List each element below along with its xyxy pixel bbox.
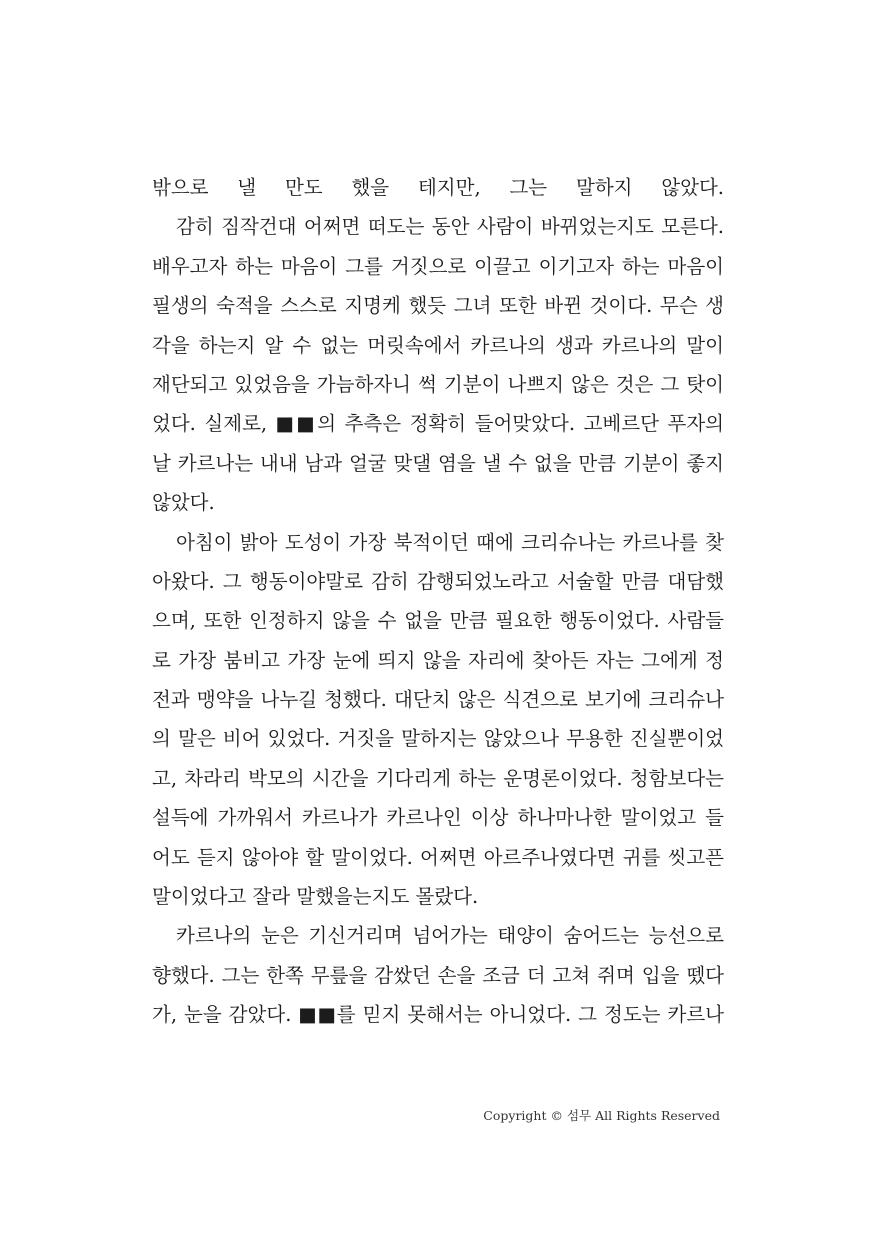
text-line: 않았다. <box>152 491 215 515</box>
text-line: 향했다. 그는 한쪽 무릎을 감쌌던 손을 조금 더 고쳐 쥐며 입을 뗐다 <box>152 963 724 987</box>
text-line: 설득에 가까워서 카르나가 카르나인 이상 하나마나한 말이었고 들 <box>152 806 724 830</box>
text-line: 었다. 실제로, ■■의 추측은 정확히 들어맞았다. 고베르단 푸자의 <box>152 412 724 436</box>
text-line: 밖으로 낼 만도 했을 테지만, 그는 말하지 않았다. <box>152 176 724 199</box>
text-line: 로 가장 붐비고 가장 눈에 띄지 않을 자리에 찾아든 자는 그에게 정 <box>152 648 724 672</box>
copyright-notice: Copyright © 섬무 All Rights Reserved <box>483 1108 720 1123</box>
text-line: 각을 하는지 알 수 없는 머릿속에서 카르나의 생과 카르나의 말이 <box>152 333 724 357</box>
text-line: 재단되고 있었음을 가늠하자니 썩 기분이 나쁘지 않은 것은 그 탓이 <box>152 372 724 396</box>
text-line: 말이었다고 잘라 말했을는지도 몰랐다. <box>152 885 479 909</box>
text-line: 카르나의 눈은 기신거리며 넘어가는 태양이 숨어드는 능선으로 <box>176 924 724 948</box>
text-line: 고, 차라리 박모의 시간을 기다리게 하는 운명론이었다. 청함보다는 <box>152 766 724 790</box>
text-line: 아왔다. 그 행동이야말로 감히 감행되었노라고 서술할 만큼 대담했 <box>152 569 724 593</box>
text-line: 아침이 밝아 도성이 가장 북적이던 때에 크리슈나는 카르나를 찾 <box>176 530 724 554</box>
text-line: 배우고자 하는 마음이 그를 거짓으로 이끌고 이기고자 하는 마음이 <box>152 254 724 278</box>
body-text <box>152 168 724 1035</box>
text-line: 전과 맹약을 나누길 청했다. 대단치 않은 식견으로 보기에 크리슈나 <box>152 688 724 712</box>
text-line: 가, 눈을 감았다. ■■를 믿지 못해서는 아니었다. 그 정도는 카르나 <box>152 1003 724 1027</box>
text-line: 으며, 또한 인정하지 않을 수 없을 만큼 필요한 행동이었다. 사람들 <box>152 609 724 633</box>
text-line: 날 카르나는 내내 남과 얼굴 맞댈 염을 낼 수 없을 만큼 기분이 좋지 <box>152 451 724 475</box>
text-line: 의 말은 비어 있었다. 거짓을 말하지는 않았으나 무용한 진실뿐이었 <box>152 727 724 751</box>
text-line: 어도 듣지 않아야 할 말이었다. 어쩌면 아르주나였다면 귀를 씻고픈 <box>152 845 724 869</box>
text-line: 감히 짐작건대 어쩌면 떠도는 동안 사람이 바뀌었는지도 모른다. <box>176 215 724 239</box>
text-line: 필생의 숙적을 스스로 지명케 했듯 그녀 또한 바뀐 것이다. 무슨 생 <box>152 294 724 318</box>
